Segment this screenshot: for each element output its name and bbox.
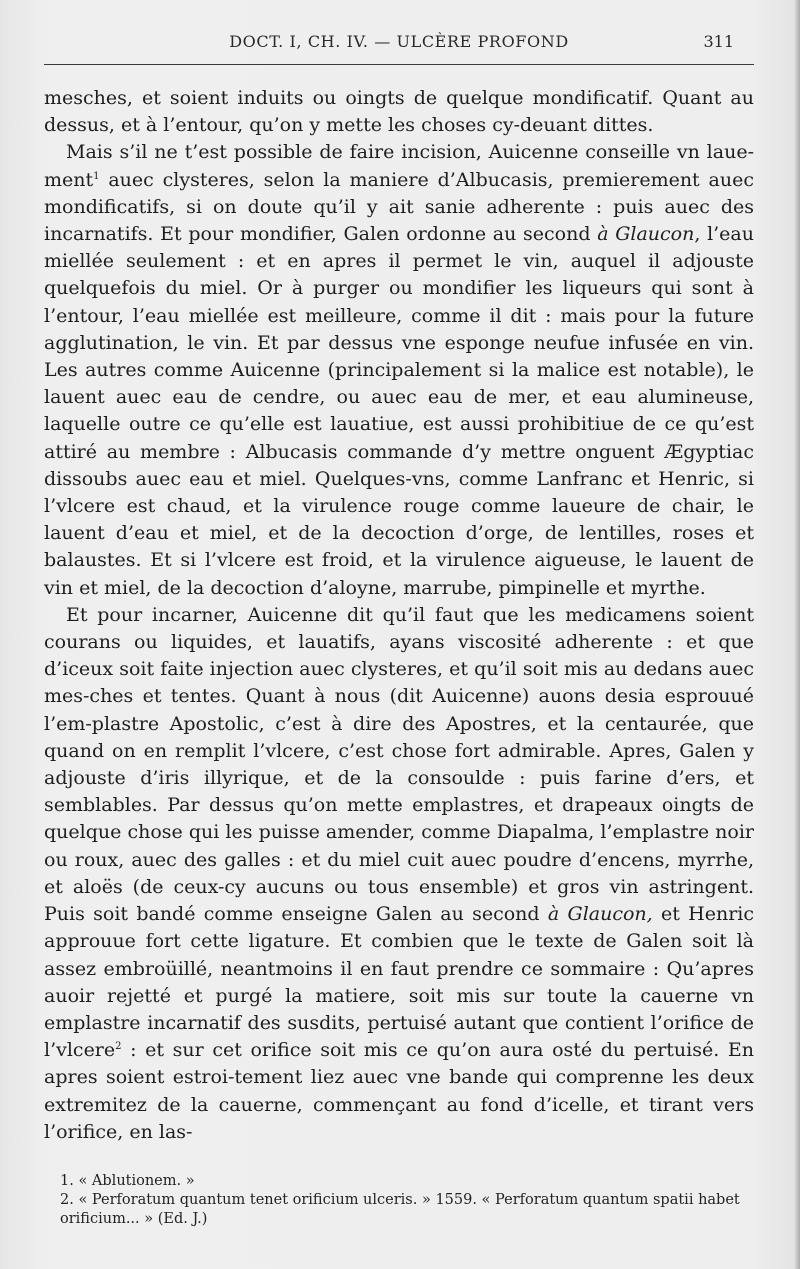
page-header bbox=[44, 32, 754, 58]
footnote-1: 1. « Ablutionem. » bbox=[60, 1173, 195, 1189]
footnotes bbox=[60, 1172, 754, 1229]
italic-title: à Glaucon, bbox=[547, 903, 653, 926]
text-run: Mais s’il ne t’est possible de faire incision, Auicenne conseille vn laue-ment bbox=[44, 141, 754, 191]
footnote-ref: 1 bbox=[93, 170, 100, 182]
text-run: : et sur cet orifice soit mis ce qu’on aura osté du pertuisé. En apres soient estroi-tement liez auec vne bande qui comprenne les deux extremitez de la cauerne, commençant au fond d’icelle, et tirant vers l’orifice, en las- bbox=[44, 1039, 754, 1143]
body-text bbox=[44, 85, 754, 1146]
italic-title: à Glaucon bbox=[597, 223, 695, 246]
text-run: , l’eau miellée seulement : et en apres il permet le vin, auquel il adjouste quelquefois du miel. Or à purger ou mondifier les liqueurs qui sont à l’entour, l’eau miellée est meilleure, comme il dit : mais pour la future agglutination, le vin. Et par dessus vne esponge neufue infusée en vin. Les autres comme Auicenne (principalement si la malice est notable), le lauent auec eau de cendre, ou auec eau de mer, et eau alumineuse, laquelle outre ce qu’elle est lauatiue, est aussi prohibitiue de ce qu’est attiré au membre : Albucasis commande d’y mettre onguent Ægyptiac dissoubs auec eau et miel. Quelques-vns, comme Lanfranc et Henric, si l’vlcere est chaud, et la virulence rouge comme laueure de chair, le lauent d’eau et miel, et de la decoction d’orge, de lentilles, roses et balaustes. Et si l’vlcere est froid, et la virulence aigueuse, le lauent de vin et miel, de la decoction d’aloyne, marrube, pimpinelle et myrthe. bbox=[44, 223, 754, 599]
text-run: auec clysteres, selon la maniere d’Albucasis, premierement auec mondificatifs, si on doute qu’il y ait sanie adherente : puis auec des incarnatifs. Et pour mondifier, Galen ordonne au second bbox=[44, 168, 754, 246]
paragraph bbox=[44, 602, 754, 1146]
header-rule bbox=[44, 64, 754, 65]
paragraph bbox=[44, 139, 754, 601]
running-head: DOCT. I, CH. IV. — ULCÈRE PROFOND bbox=[229, 32, 569, 51]
page-number: 311 bbox=[703, 32, 734, 51]
footnote-ref: 2 bbox=[115, 1041, 122, 1053]
text-run: Et pour incarner, Auicenne dit qu’il faut que les medicamens soient courans ou liquides, et lauatifs, ayans viscosité adherente : et que d’iceux soit faite injection auec clysteres, et qu’il soit mis au dedans auec mes-ches et tentes. Quant à nous (dit Auicenne) auons desia esprouué l’em-plastre Apostolic, c’est à dire des Apostres, et la centaurée, que quand on en remplit l’vlcere, c’est chose fort admirable. Apres, Galen y adjouste d’iris illyrique, et de la consoulde : puis farine d’ers, et semblables. Par dessus qu’on mette emplastres, et drapeaux oingts de quelque chose qui les puisse amender, comme Diapalma, l’emplastre noir ou roux, auec des galles : et du miel cuit auec poudre d’encens, myrrhe, et aloës (de ceux-cy aucuns ou tous ensemble) et gros vin astringent. Puis soit bandé comme enseigne Galen au second bbox=[44, 603, 754, 926]
paragraph bbox=[44, 85, 754, 139]
footnote-2: 2. « Perforatum quantum tenet orificium ulceris. » 1559. « Perforatum quantum spatii habet orificium... » (Ed. J.) bbox=[60, 1192, 740, 1227]
text-run: mesches, et soient induits ou oingts de quelque mondificatif. Quant au dessus, et à l’entour, qu’on y mette les choses cy-deuant dittes. bbox=[44, 87, 754, 137]
page-edge-shadow bbox=[794, 0, 800, 1269]
text-run: et Henric approuue fort cette ligature. Et combien que le texte de Galen soit là assez embroüillé, neantmoins il en faut prendre ce sommaire : Qu’apres auoir rejetté et purgé la matiere, soit mis sur toute la cauerne vn emplastre incarnatif des susdits, pertuisé autant que contient l’orifice de l’vlcere bbox=[44, 903, 755, 1062]
